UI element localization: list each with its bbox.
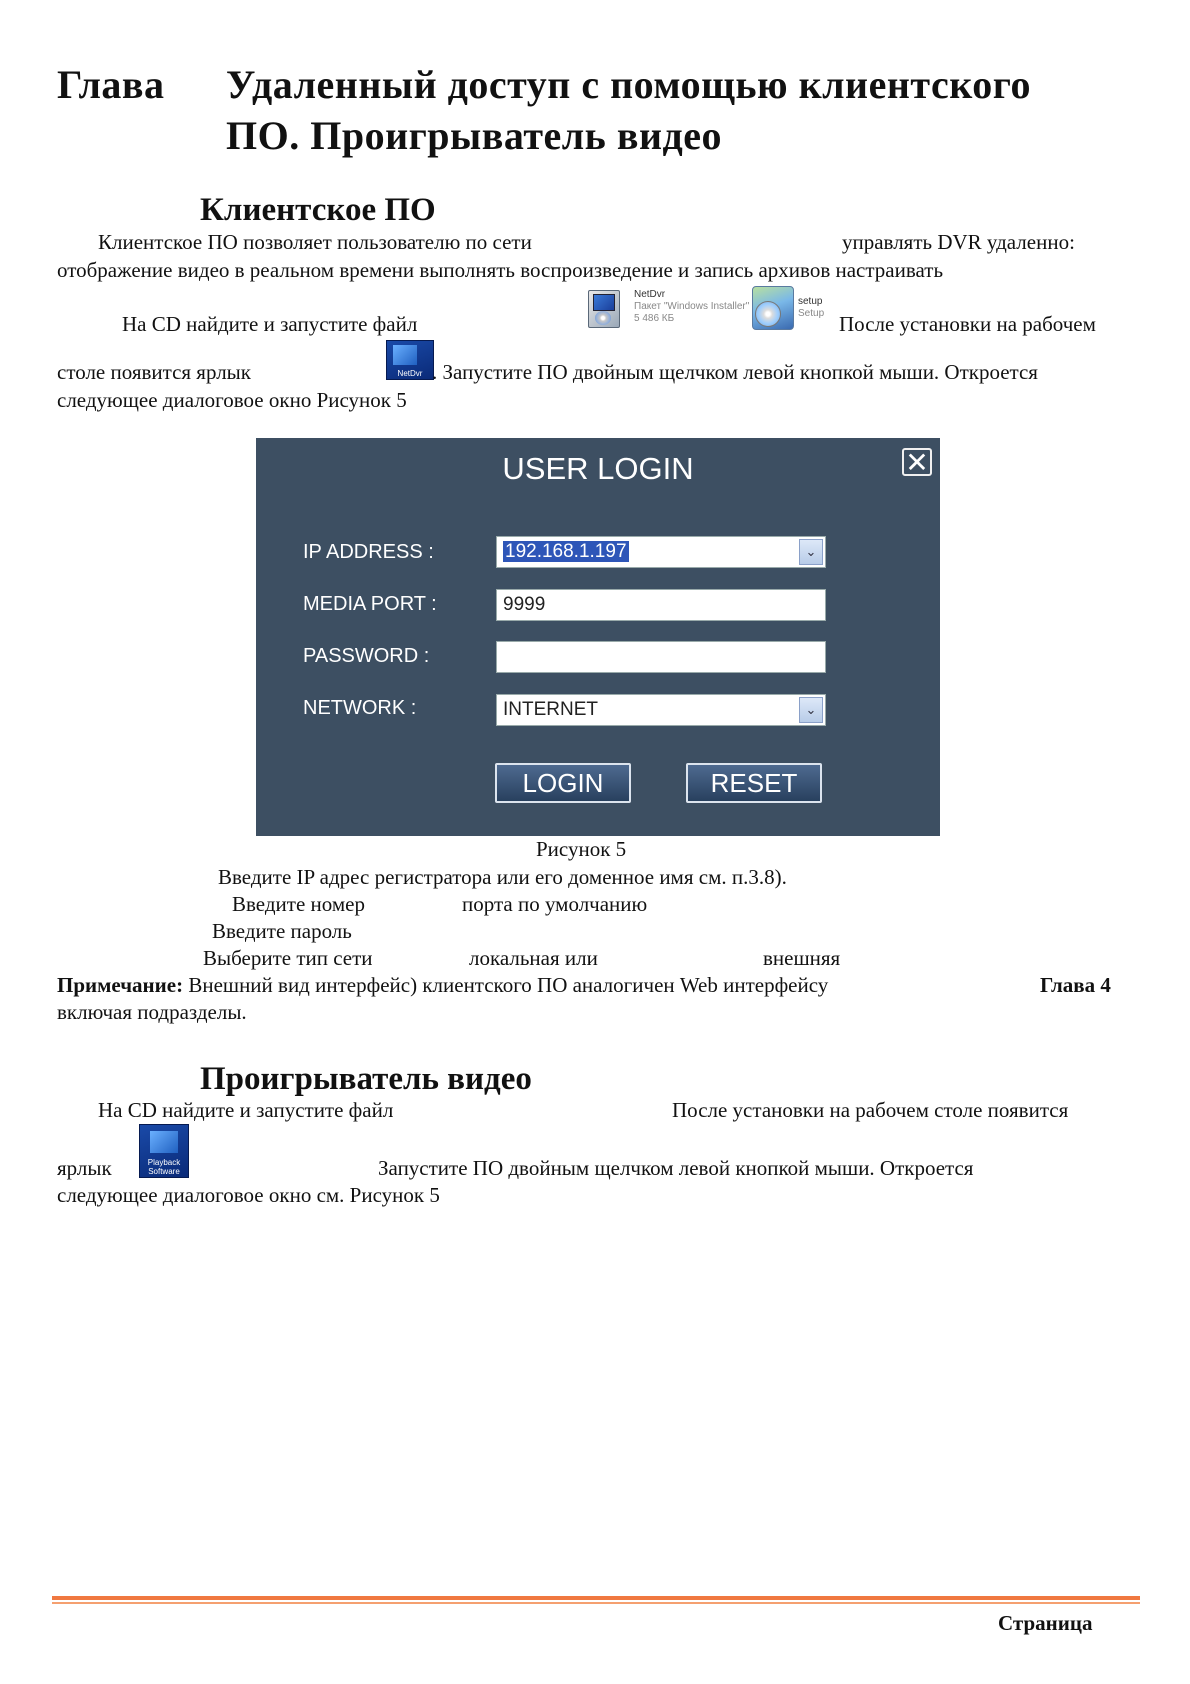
note-paragraph bbox=[57, 972, 828, 999]
playback-shortcut-icon bbox=[139, 1124, 189, 1178]
section-heading-client: Клиентское ПО bbox=[200, 192, 436, 228]
footer-rule bbox=[52, 1596, 1140, 1600]
ip-address-value: 192.168.1.197 bbox=[505, 541, 627, 562]
chapter-title-line1: Удаленный доступ с помощью клиентского bbox=[226, 62, 1031, 107]
chevron-down-icon[interactable]: ⌄ bbox=[799, 697, 823, 723]
step-text: порта по умолчанию bbox=[462, 892, 648, 916]
figure-caption: Рисунок 5 bbox=[536, 837, 627, 861]
step-text: Введите пароль bbox=[212, 919, 352, 943]
paragraph-text: На CD найдите и запустите файл bbox=[122, 312, 418, 336]
close-icon[interactable]: ✕ bbox=[902, 448, 932, 476]
chevron-down-icon[interactable]: ⌄ bbox=[799, 539, 823, 565]
footer-rule-thin bbox=[52, 1602, 1140, 1604]
paragraph-text: После установки на рабочем bbox=[839, 312, 1096, 336]
paragraph-text: следующее диалоговое окно см. Рисунок 5 bbox=[57, 1183, 440, 1207]
user-login-dialog bbox=[256, 438, 940, 836]
setup-name: setup bbox=[798, 296, 823, 307]
media-port-input[interactable]: 9999 bbox=[496, 589, 826, 621]
login-button[interactable]: LOGIN bbox=[495, 763, 631, 803]
note-text: Внешний вид интерфейс) клиентского ПО аналогичен Web интерфейсу bbox=[183, 973, 829, 997]
dialog-title: USER LOGIN bbox=[502, 451, 694, 486]
network-label: NETWORK : bbox=[303, 697, 417, 719]
network-value: INTERNET bbox=[503, 699, 598, 720]
setup-sub: Setup bbox=[798, 308, 825, 319]
paragraph-text: После установки на рабочем столе появится bbox=[672, 1098, 1069, 1122]
paragraph-text: . Запустите ПО двойным щелчком левой кнопкой мыши. Откроется bbox=[432, 360, 1038, 384]
netdvr-shortcut-label: NetDvr bbox=[397, 369, 423, 378]
step-text: Введите номер bbox=[232, 892, 365, 916]
file-type: Пакет "Windows Installer" bbox=[634, 301, 750, 312]
note-chapter-ref: Глава 4 bbox=[1040, 973, 1111, 997]
note-label: Примечание: bbox=[57, 973, 184, 997]
paragraph-text: управлять DVR удаленно: bbox=[842, 230, 1075, 254]
note-line2: включая подразделы. bbox=[57, 1000, 247, 1024]
file-size: 5 486 КБ bbox=[634, 313, 675, 324]
reset-button[interactable]: RESET bbox=[686, 763, 822, 803]
ip-address-input[interactable] bbox=[496, 536, 826, 568]
password-label: PASSWORD : bbox=[303, 645, 430, 667]
paragraph-text: отображение видео в реальном времени выполнять воспроизведение и запись архивов настраивать bbox=[57, 258, 944, 282]
paragraph-text: следующее диалоговое окно Рисунок 5 bbox=[57, 388, 407, 412]
chapter-title-line2: ПО. Проигрыватель видео bbox=[226, 113, 722, 158]
ip-address-label: IP ADDRESS : bbox=[303, 541, 434, 563]
page-label: Страница bbox=[998, 1611, 1093, 1635]
paragraph-text: ярлык bbox=[57, 1156, 112, 1180]
playback-shortcut-label: Playback Software bbox=[147, 1158, 181, 1176]
section-heading-player: Проигрыватель видео bbox=[200, 1061, 532, 1097]
chapter-prefix: Глава bbox=[57, 62, 165, 107]
paragraph-text: столе появится ярлык bbox=[57, 360, 251, 384]
paragraph-text: На CD найдите и запустите файл bbox=[98, 1098, 394, 1122]
file-name: NetDvr bbox=[634, 289, 666, 300]
paragraph-text: Запустите ПО двойным щелчком левой кнопкой мыши. Откроется bbox=[378, 1156, 974, 1180]
step-text: Введите IP адрес регистратора или его доменное имя см. п.3.8). bbox=[218, 865, 787, 889]
step-text: локальная или bbox=[469, 946, 598, 970]
network-select[interactable] bbox=[496, 694, 826, 726]
step-text: Выберите тип сети bbox=[203, 946, 373, 970]
media-port-label: MEDIA PORT : bbox=[303, 593, 437, 615]
installer-file-icon bbox=[588, 290, 620, 328]
netdvr-shortcut-icon bbox=[386, 340, 434, 380]
setup-icon bbox=[752, 286, 794, 330]
step-text: внешняя bbox=[763, 946, 841, 970]
paragraph-text: Клиентское ПО позволяет пользователю по сети bbox=[98, 230, 532, 254]
password-input[interactable] bbox=[496, 641, 826, 673]
